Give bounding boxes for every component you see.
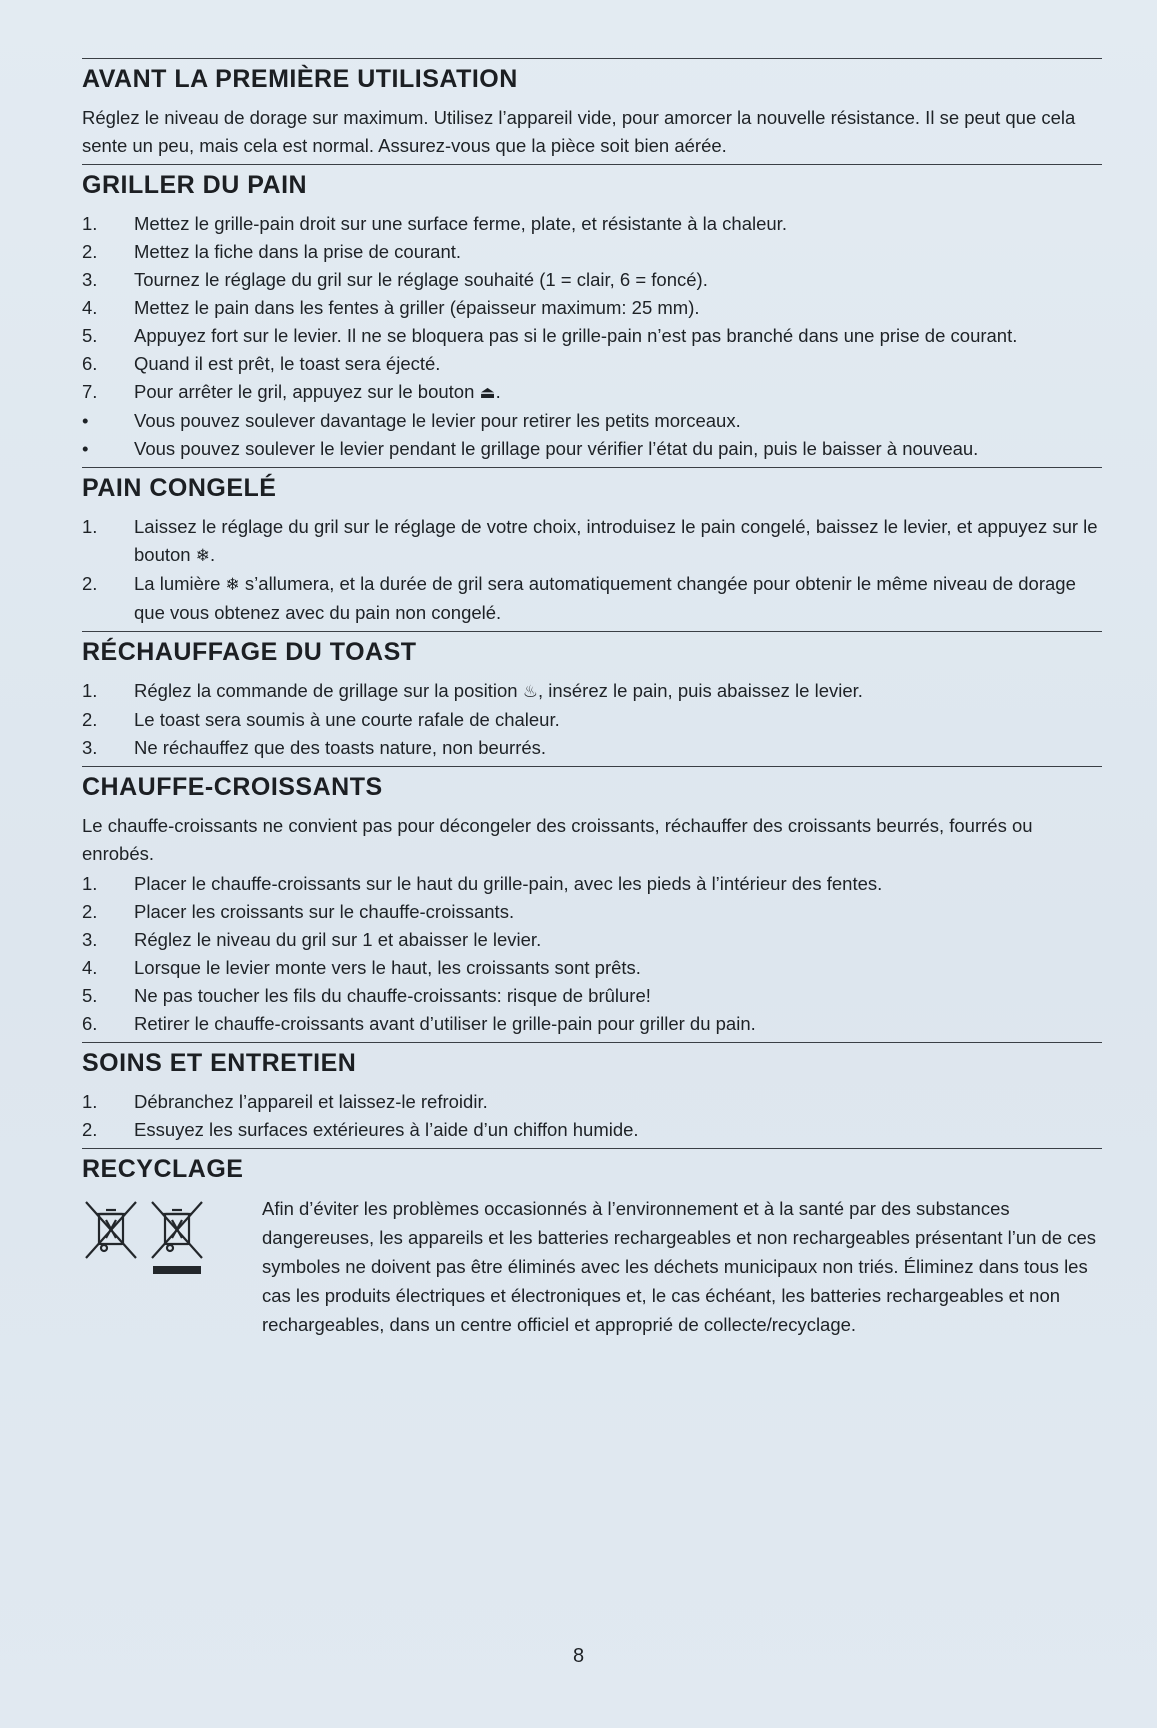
- item-number: 4.: [82, 957, 98, 978]
- section-avant: [82, 58, 1102, 160]
- item-text-main: La lumière: [134, 573, 221, 594]
- item-text: [134, 870, 1102, 898]
- list-item: [82, 1088, 1102, 1116]
- item-number: 1.: [82, 516, 98, 537]
- section-heading: GRILLER DU PAIN: [82, 171, 308, 199]
- section-rechauffage: [82, 631, 1102, 762]
- item-text: [134, 210, 1102, 238]
- list-item: [82, 266, 1102, 294]
- crossed-out-bin-icon: [82, 1198, 140, 1264]
- page-content: [82, 58, 1102, 1343]
- item-number: 3.: [82, 737, 98, 758]
- section-heading: RECYCLAGE: [82, 1155, 244, 1183]
- list-item: [82, 898, 1102, 926]
- item-text-main: Pour arrêter le gril, appuyez sur le bouton: [134, 381, 475, 402]
- item-number: 1.: [82, 873, 98, 894]
- list-item: [82, 570, 1102, 627]
- list-item: [82, 238, 1102, 266]
- list-item: [82, 706, 1102, 734]
- list-item: [82, 734, 1102, 762]
- section-paragraph: Réglez le niveau de dorage sur maximum. Utilisez l’appareil vide, pour amorcer la nouvelle résistance. Il se peut que cela sente un peu, mais cela est normal. Assurez-vous que la pièce soit bien aérée.: [82, 107, 1076, 156]
- item-text: [134, 513, 1102, 570]
- item-text-main: Laissez le réglage du gril sur le réglage de votre choix, introduisez le pain congelé, baissez le levier, et appuyez sur le bouton: [134, 516, 1098, 565]
- section-congele: [82, 467, 1102, 627]
- section-divider: [82, 766, 1102, 767]
- item-text-main: Mettez le pain dans les fentes à griller (épaisseur maximum: 25 mm).: [134, 297, 700, 318]
- recycle-paragraph: Afin d’éviter les problèmes occasionnés à l’environnement et à la santé par des substances dangereuses, les appareils et les batteries rechargeables et non rechargeables présentant l’un de ces symboles ne doivent pas être éliminés avec les déchets municipaux non triés. Éliminez dans tous les cas les produits électriques et électroniques et, le cas échéant, les batteries rechargeables et non rechargeables, dans un centre officiel et approprié de collecte/recyclage.: [262, 1198, 1097, 1335]
- recycle-icons: [82, 1194, 262, 1339]
- item-text: [134, 677, 1102, 706]
- instruction-list: [82, 870, 1102, 1038]
- item-text-main: Le toast sera soumis à une courte rafale de chaleur.: [134, 709, 560, 730]
- section-divider: [82, 631, 1102, 632]
- list-item: [82, 1116, 1102, 1144]
- item-text-main: Placer le chauffe-croissants sur le haut du grille-pain, avec les pieds à l’intérieur des fentes.: [134, 873, 883, 894]
- crossed-out-bin-with-bar-icon: [148, 1198, 206, 1276]
- instruction-list: [82, 210, 1102, 463]
- section-heading: PAIN CONGELÉ: [82, 474, 277, 502]
- list-item: [82, 322, 1102, 350]
- item-text: [134, 322, 1102, 350]
- list-item: [82, 350, 1102, 378]
- item-text: [134, 734, 1102, 762]
- item-number: 2.: [82, 901, 98, 922]
- control-symbol-icon: ❄: [225, 575, 240, 594]
- item-number: 5.: [82, 985, 98, 1006]
- section-heading: CHAUFFE-CROISSANTS: [82, 773, 383, 801]
- section-paragraph: Le chauffe-croissants ne convient pas pour décongeler des croissants, réchauffer des croissants beurrés, fourrés ou enrobés.: [82, 815, 1033, 864]
- section-divider: [82, 58, 1102, 59]
- item-text-main: Mettez la fiche dans la prise de courant.: [134, 241, 462, 262]
- list-item: [82, 210, 1102, 238]
- item-text-main: Tournez le réglage du gril sur le réglage souhaité (1 = clair, 6 = foncé).: [134, 269, 708, 290]
- list-item: [82, 435, 1102, 463]
- list-item: [82, 294, 1102, 322]
- item-number: 2.: [82, 573, 98, 594]
- control-symbol-icon: ⏏: [479, 383, 496, 402]
- item-text-main: Lorsque le levier monte vers le haut, les croissants sont prêts.: [134, 957, 641, 978]
- item-text-after: .: [495, 381, 501, 402]
- item-text-after: s’allumera, et la durée de gril sera automatiquement changée pour obtenir le même niveau de dorage que vous obtenez avec du pain non congelé.: [134, 573, 1076, 623]
- item-text-main: Réglez le niveau du gril sur 1 et abaisser le levier.: [134, 929, 542, 950]
- item-text: [134, 982, 1102, 1010]
- item-text: [134, 266, 1102, 294]
- item-number: •: [82, 438, 89, 459]
- item-text-main: Appuyez fort sur le levier. Il ne se bloquera pas si le grille-pain n’est pas branché dans une prise de courant.: [134, 325, 1018, 346]
- list-item: [82, 407, 1102, 435]
- item-number: 3.: [82, 929, 98, 950]
- section-recyclage: [82, 1148, 1102, 1339]
- item-text: [134, 294, 1102, 322]
- list-item: [82, 870, 1102, 898]
- section-heading: SOINS ET ENTRETIEN: [82, 1049, 357, 1077]
- section-heading: RÉCHAUFFAGE DU TOAST: [82, 638, 417, 666]
- list-item: [82, 513, 1102, 570]
- item-text-main: Placer les croissants sur le chauffe-croissants.: [134, 901, 515, 922]
- item-number: 6.: [82, 353, 98, 374]
- list-item: [82, 982, 1102, 1010]
- item-number: 4.: [82, 297, 98, 318]
- item-number: 2.: [82, 241, 98, 262]
- section-divider: [82, 1148, 1102, 1149]
- section-griller: [82, 164, 1102, 463]
- item-text-main: Ne réchauffez que des toasts nature, non beurrés.: [134, 737, 547, 758]
- item-text: [134, 1088, 1102, 1116]
- instruction-list: [82, 513, 1102, 627]
- item-text: [134, 407, 1102, 435]
- item-text: [134, 898, 1102, 926]
- section-soins: [82, 1042, 1102, 1144]
- section-croissants: [82, 766, 1102, 1038]
- item-text-main: Retirer le chauffe-croissants avant d’utiliser le grille-pain pour griller du pain.: [134, 1013, 756, 1034]
- item-number: 6.: [82, 1013, 98, 1034]
- item-text-main: Essuyez les surfaces extérieures à l’aide d’un chiffon humide.: [134, 1119, 639, 1140]
- item-text: [134, 570, 1102, 627]
- item-number: 7.: [82, 381, 98, 402]
- item-text-after: .: [209, 544, 216, 565]
- item-text: [134, 350, 1102, 378]
- section-divider: [82, 164, 1102, 165]
- item-text: [134, 954, 1102, 982]
- list-item: [82, 677, 1102, 706]
- item-number: •: [82, 410, 89, 431]
- item-text: [134, 435, 1102, 463]
- item-text-main: Mettez le grille-pain droit sur une surface ferme, plate, et résistante à la chaleur.: [134, 213, 787, 234]
- item-text-main: Vous pouvez soulever davantage le levier pour retirer les petits morceaux.: [134, 410, 741, 431]
- item-text: [134, 1010, 1102, 1038]
- instruction-list: [82, 1088, 1102, 1144]
- item-number: 2.: [82, 1119, 98, 1140]
- item-text-main: Quand il est prêt, le toast sera éjecté.: [134, 353, 441, 374]
- item-text: [134, 706, 1102, 734]
- item-text-after: , insérez le pain, puis abaissez le levier.: [537, 680, 863, 701]
- section-divider: [82, 1042, 1102, 1043]
- list-item: [82, 378, 1102, 407]
- item-text-main: Débranchez l’appareil et laissez-le refroidir.: [134, 1091, 488, 1112]
- section-heading: AVANT LA PREMIÈRE UTILISATION: [82, 65, 518, 93]
- list-item: [82, 926, 1102, 954]
- item-number: 1.: [82, 680, 98, 701]
- instruction-list: [82, 677, 1102, 762]
- control-symbol-icon: ♨: [522, 682, 538, 701]
- control-symbol-icon: ❄: [195, 546, 210, 565]
- item-number: 1.: [82, 213, 98, 234]
- recycle-row: [82, 1194, 1102, 1339]
- item-text: [134, 926, 1102, 954]
- item-number: 3.: [82, 269, 98, 290]
- list-item: [82, 1010, 1102, 1038]
- item-text: [134, 238, 1102, 266]
- item-text-main: Réglez la commande de grillage sur la position: [134, 680, 518, 701]
- item-text-main: Vous pouvez soulever le levier pendant le grillage pour vérifier l’état du pain, puis le baisser à nouveau.: [134, 438, 979, 459]
- item-number: 1.: [82, 1091, 98, 1112]
- item-text: [134, 378, 1102, 407]
- section-divider: [82, 467, 1102, 468]
- item-text: [134, 1116, 1102, 1144]
- item-number: 2.: [82, 709, 98, 730]
- item-text-main: Ne pas toucher les fils du chauffe-croissants: risque de brûlure!: [134, 985, 651, 1006]
- page-number: 8: [572, 1645, 585, 1667]
- list-item: [82, 954, 1102, 982]
- item-number: 5.: [82, 325, 98, 346]
